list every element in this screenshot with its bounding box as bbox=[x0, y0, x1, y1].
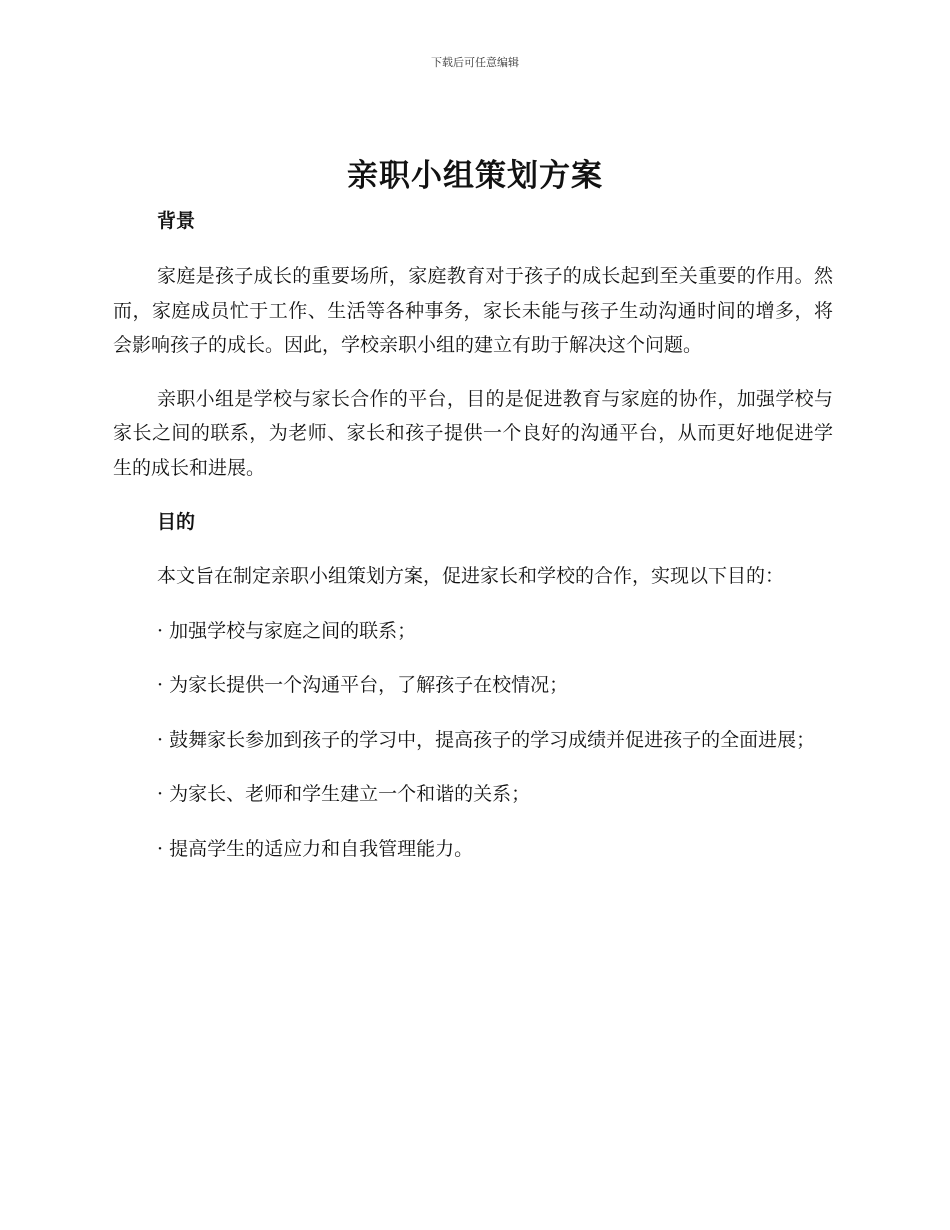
list-item: · 为家长、老师和学生建立一个和谐的关系； bbox=[157, 783, 531, 805]
document-title: 亲职小组策划方案 bbox=[347, 158, 603, 194]
document-body bbox=[113, 204, 833, 866]
list-item: · 为家长提供一个沟通平台，了解孩子在校情况； bbox=[157, 674, 569, 696]
list-item: · 加强学校与家庭之间的联系； bbox=[157, 619, 417, 642]
paragraph: 家庭是孩子成长的重要场所，家庭教育对于孩子的成长起到至关重要的作用。然而，家庭成员忙于工作、生活等各种事务，家长未能与孩子生动沟通时间的增多，将会影响孩子的成长。因此，学校亲职小组的建立有助于解决这个问题。 bbox=[113, 265, 833, 356]
paragraph: 本文旨在制定亲职小组策划方案，促进家长和学校的合作，实现以下目的： bbox=[157, 565, 785, 587]
section-heading-background: 背景 bbox=[157, 210, 196, 232]
section-heading-purpose: 目的 bbox=[157, 511, 196, 533]
list-item: · 提高学生的适应力和自我管理能力。 bbox=[157, 837, 474, 860]
header-note: 下载后可任意编辑 bbox=[431, 56, 519, 69]
paragraph: 亲职小组是学校与家长合作的平台，目的是促进教育与家庭的协作，加强学校与家长之间的联系，为老师、家长和孩子提供一个良好的沟通平台，从而更好地促进学生的成长和进展。 bbox=[113, 387, 833, 479]
list-item: · 鼓舞家长参加到孩子的学习中，提高孩子的学习成绩并促进孩子的全面进展； bbox=[157, 728, 816, 751]
